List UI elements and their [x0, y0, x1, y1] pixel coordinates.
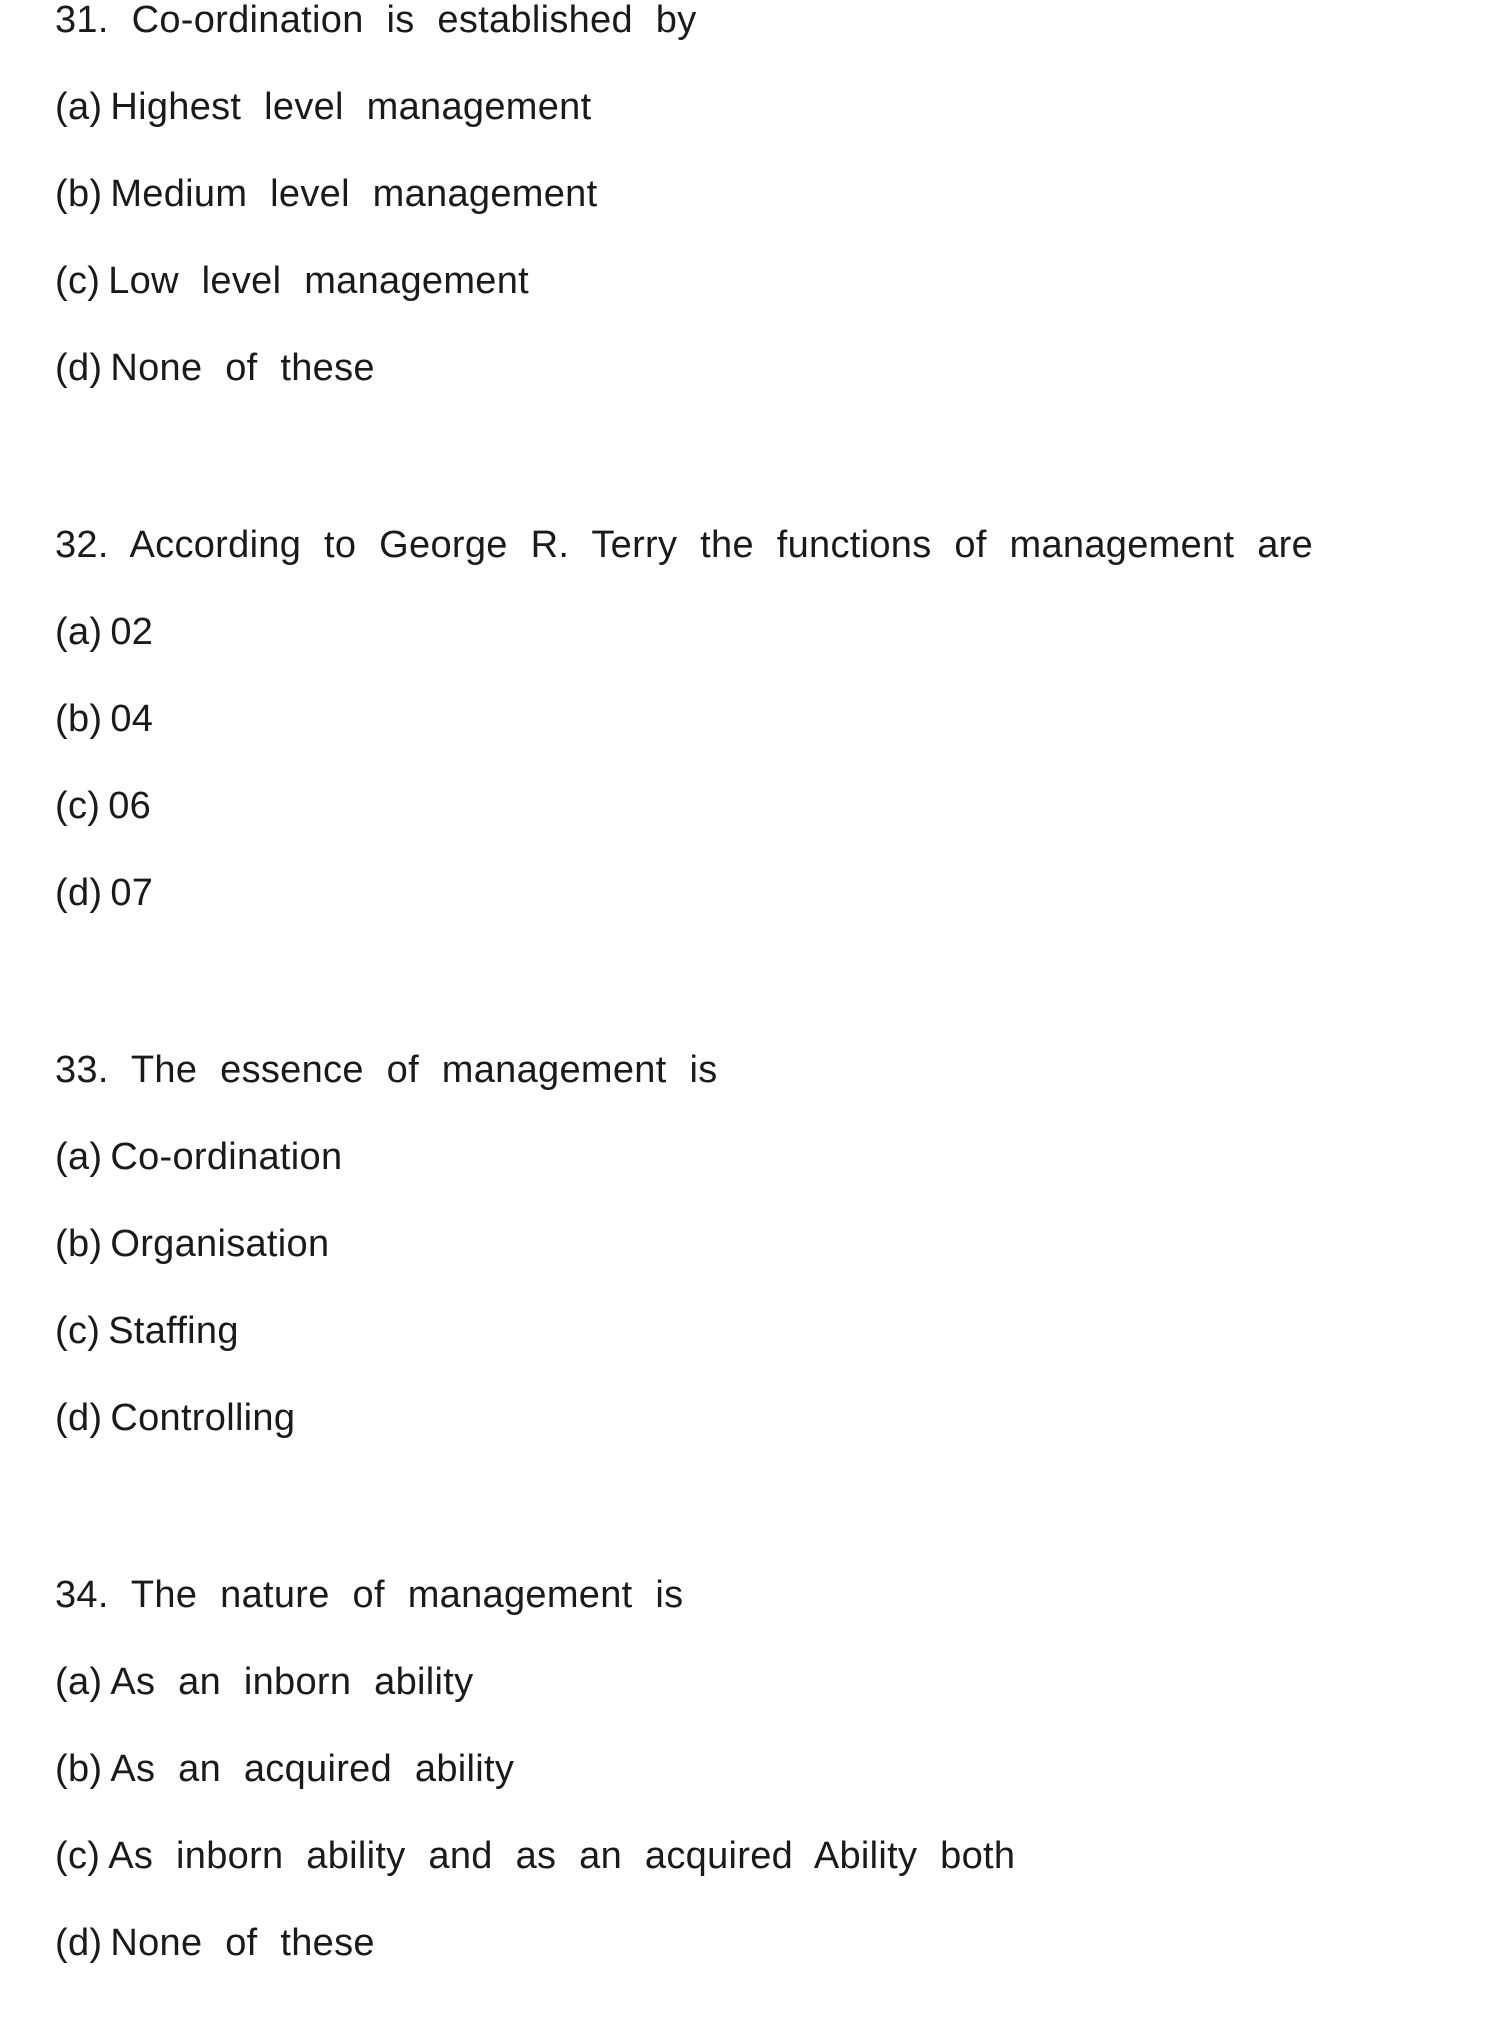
option-text: 06 [108, 785, 152, 827]
option-label: (a) [55, 1661, 103, 1703]
option-c [55, 1311, 1455, 1398]
option-text: As an acquired ability [110, 1748, 515, 1790]
option-label: (c) [55, 1835, 101, 1877]
option-label: (c) [55, 1310, 101, 1352]
option-label: (a) [55, 611, 103, 653]
option-a [55, 87, 1455, 174]
option-b [55, 174, 1455, 261]
option-text: As an inborn ability [110, 1661, 474, 1703]
option-text: None of these [110, 1922, 375, 1964]
option-d [55, 873, 1455, 960]
option-text: Medium level management [110, 173, 598, 215]
question-number: 33. [55, 1049, 109, 1091]
option-c [55, 1836, 1455, 1923]
option-label: (c) [55, 260, 101, 302]
option-text: 02 [110, 611, 154, 653]
question-stem [55, 1575, 1455, 1662]
option-label: (d) [55, 872, 103, 914]
option-label: (b) [55, 173, 103, 215]
option-label: (b) [55, 1748, 103, 1790]
question-stem [55, 1050, 1455, 1137]
question-31 [55, 0, 1455, 435]
option-label: (b) [55, 1223, 103, 1265]
option-text: As inborn ability and as an acquired Ability both [108, 1835, 1016, 1877]
option-b [55, 699, 1455, 786]
question-number: 32. [55, 524, 109, 566]
question-number: 31. [55, 0, 109, 41]
question-32 [55, 525, 1455, 960]
option-label: (a) [55, 1136, 103, 1178]
option-d [55, 348, 1455, 435]
option-c [55, 786, 1455, 873]
option-text: 07 [110, 872, 154, 914]
option-text: Co-ordination [110, 1136, 343, 1178]
question-text: The nature of management is [130, 1574, 684, 1616]
option-text: Highest level management [110, 86, 592, 128]
question-text: According to George R. Terry the functions of management are [129, 524, 1314, 566]
option-label: (c) [55, 785, 101, 827]
option-text: Staffing [108, 1310, 239, 1352]
question-stem [55, 0, 1455, 87]
option-label: (d) [55, 347, 103, 389]
option-b [55, 1224, 1455, 1311]
option-text: Low level management [108, 260, 529, 302]
question-stem [55, 525, 1455, 612]
option-label: (a) [55, 86, 103, 128]
option-text: Controlling [110, 1397, 296, 1439]
option-label: (d) [55, 1397, 103, 1439]
option-d [55, 1398, 1455, 1485]
question-number: 34. [55, 1574, 109, 1616]
option-d [55, 1923, 1455, 2010]
option-text: 04 [110, 698, 154, 740]
question-34 [55, 1575, 1455, 2010]
question-text: The essence of management is [130, 1049, 718, 1091]
option-a [55, 612, 1455, 699]
question-33 [55, 1050, 1455, 1485]
option-text: Organisation [110, 1223, 330, 1265]
option-a [55, 1662, 1455, 1749]
option-text: None of these [110, 347, 375, 389]
question-text: Co-ordination is established by [131, 0, 697, 41]
option-c [55, 261, 1455, 348]
option-label: (d) [55, 1922, 103, 1964]
option-label: (b) [55, 698, 103, 740]
option-a [55, 1137, 1455, 1224]
option-b [55, 1749, 1455, 1836]
